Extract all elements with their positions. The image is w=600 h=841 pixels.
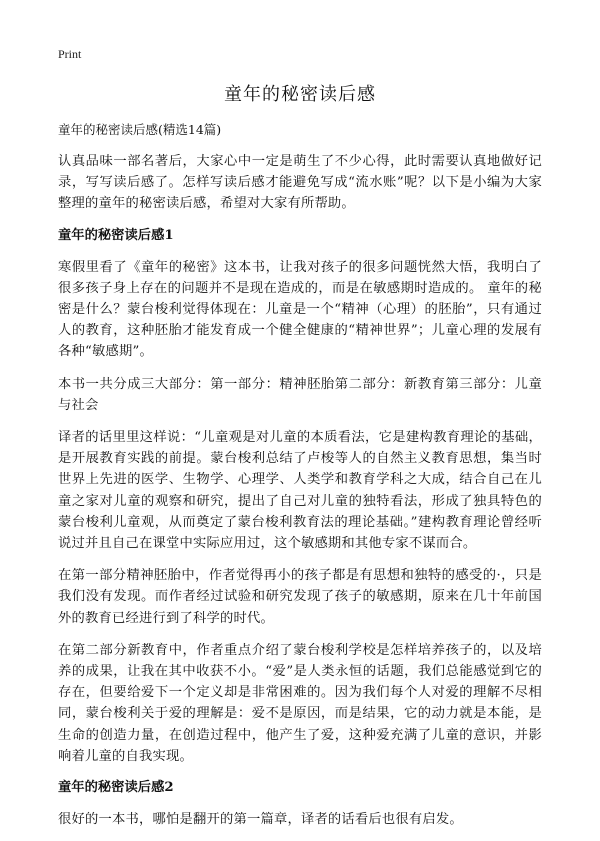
section1-paragraph-4: 在第一部分精神胚胎中，作者觉得再小的孩子都是有思想和独特的感受的·，只是我们没有发现。而作者经过试验和研究发现了孩子的敏感期，原来在几十年前国外的教育已经进行到了科学的时代。 [58, 568, 542, 626]
section2-paragraph-1: 很好的一本书，哪怕是翻开的第一篇章，译者的话看后也很有启发。 [58, 812, 463, 828]
section-heading-2: 童年的秘密读后感2 [58, 780, 174, 796]
section1-paragraph-1: 寒假里看了《童年的秘密》这本书，让我对孩子的很多问题恍然大悟，我明白了很多孩子身上存在的问题并不是现在造成的，而是在敏感期时造成的。 童年的秘密是什么？蒙台梭利觉得体现在：儿童是一个“精神（心理）的胚胎”，只有通过人的教育，这种胚胎才能发育成一个健全健康的“精神世界”；儿童心理的发展有各种“敏感期”。 [58, 259, 542, 360]
article-subtitle: 童年的秘密读后感(精选14篇) [58, 122, 222, 137]
intro-paragraph: 认真品味一部名著后，大家心中一定是萌生了不少心得，此时需要认真地做好记录，写写读后感了。怎样写读后感才能避免写成“流水账”呢？以下是小编为大家整理的童年的秘密读后感，希望对大家有所帮助。 [58, 154, 542, 212]
page-title: 童年的秘密读后感 [224, 84, 376, 105]
section1-paragraph-3: 译者的话里里这样说：“儿童观是对儿童的本质看法，它是建构教育理论的基础，是开展教育实践的前提。蒙台梭利总结了卢梭等人的自然主义教育思想，集当时世界上先进的医学、生物学、心理学、人类学和教育学科之大成，结合自己在儿童之家对儿童的观察和研究，提出了自己对儿童的独特看法，形成了独具特色的蒙台梭利儿童观，从而奠定了蒙台梭利教育法的理论基础。”建构教育理论曾经听说过并且自己在课堂中实际应用过，这个敏感期和其他专家不谋而合。 [58, 430, 542, 552]
section-heading-1: 童年的秘密读后感1 [58, 227, 174, 243]
section1-paragraph-5: 在第二部分新教育中，作者重点介绍了蒙台梭利学校是怎样培养孩子的，以及培养的成果，让我在其中收获不小。“爱”是人类永恒的话题，我们总能感觉到它的存在，但要给爱下一个定义却是非常困难的。因为我们每个人对爱的理解不尽相同，蒙台梭利关于爱的理解是：爱不是原因，而是结果，它的动力就是本能，是生命的创造力量，在创造过程中，他产生了爱，这种爱充满了儿童的意识，并影响着儿童的自我实现。 [58, 642, 542, 764]
section1-paragraph-2: 本书一共分成三大部分：第一部分：精神胚胎第二部分：新教育第三部分：儿童与社会 [58, 376, 542, 413]
print-link[interactable]: Print [58, 47, 82, 61]
article-body [58, 120, 542, 841]
